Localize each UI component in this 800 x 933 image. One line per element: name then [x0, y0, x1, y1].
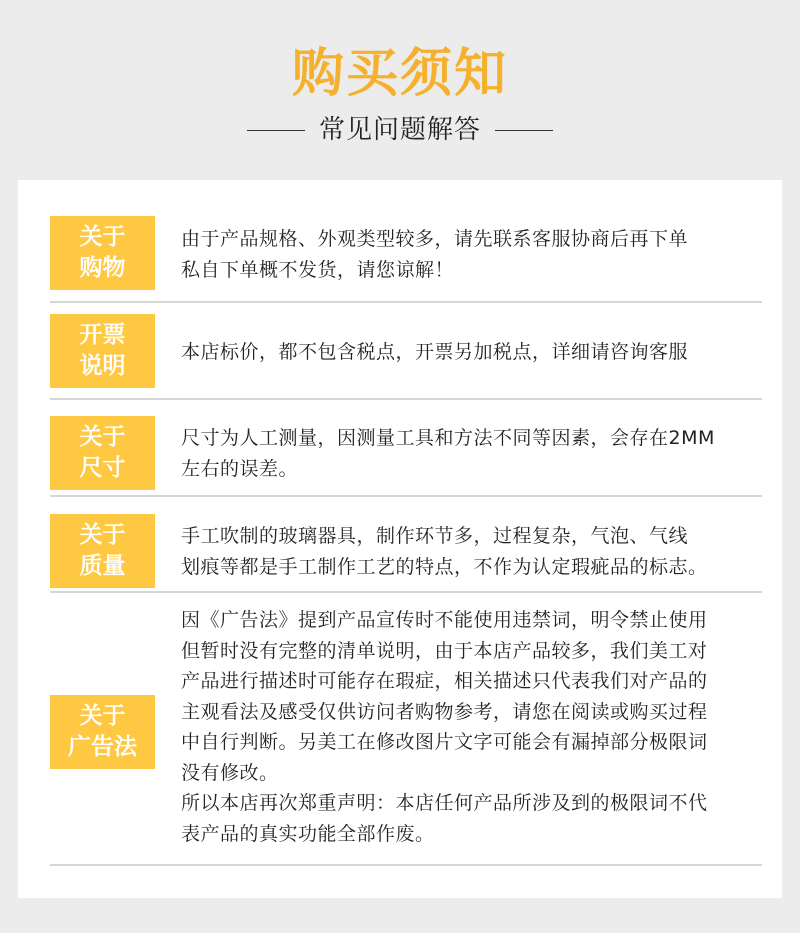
faq-item-size	[18, 400, 782, 500]
faq-item-invoice	[18, 303, 782, 400]
faq-tag-line: 购物	[79, 255, 126, 281]
faq-tag-line: 关于	[79, 522, 126, 548]
faq-answer-shopping	[181, 224, 761, 285]
faq-tag-invoice	[50, 314, 155, 388]
faq-tag-line: 关于	[79, 424, 126, 450]
faq-tag-line: 关于	[79, 224, 126, 250]
page-subtitle: 常见问题解答	[318, 115, 481, 145]
faq-tag-quality	[50, 514, 155, 588]
faq-tag-line: 说明	[79, 353, 126, 379]
faq-answer-line: 没有修改。	[181, 761, 279, 784]
subtitle-left-line	[247, 130, 305, 131]
faq-panel	[18, 180, 782, 898]
faq-answer-quality	[181, 521, 761, 582]
page-title: 购买须知	[291, 44, 508, 104]
faq-answer-line: 尺寸为人工测量，因测量工具和方法不同等因素，会存在2MM	[181, 427, 715, 449]
faq-answer-size	[181, 423, 761, 484]
faq-tag-line: 关于	[79, 703, 126, 729]
faq-answer-line: 划痕等都是手工制作工艺的特点，不作为认定瑕疵品的标志。	[181, 555, 708, 578]
faq-answer-ad-law	[181, 605, 761, 849]
faq-answer-line: 主观看法及感受仅供访问者购物参考，请您在阅读或购买过程	[181, 700, 708, 723]
header	[0, 0, 800, 180]
divider	[50, 864, 762, 866]
faq-answer-line: 左右的误差。	[181, 457, 299, 480]
faq-tag-line: 开票	[79, 322, 126, 348]
faq-tag-shopping	[50, 216, 155, 290]
faq-answer-line: 由于产品规格、外观类型较多，请先联系客服协商后再下单	[181, 228, 689, 250]
subtitle-row	[0, 112, 800, 148]
faq-tag-line: 广告法	[68, 734, 137, 760]
faq-item-quality	[18, 497, 782, 597]
faq-item-shopping	[18, 180, 782, 300]
subtitle-right-line	[495, 130, 553, 131]
faq-tag-size	[50, 416, 155, 490]
faq-answer-line: 所以本店再次郑重声明：本店任何产品所涉及到的极限词不代	[181, 792, 708, 814]
faq-tag-line: 尺寸	[79, 455, 126, 481]
faq-answer-line: 私自下单概不发货，请您谅解！	[181, 258, 455, 281]
faq-answer-line: 但暂时没有完整的清单说明，由于本店产品较多，我们美工对	[181, 639, 708, 662]
faq-tag-line: 质量	[79, 553, 126, 579]
faq-answer-line: 中自行判断。另美工在修改图片文字可能会有漏掉部分极限词	[181, 731, 708, 753]
faq-answer-line: 表产品的真实功能全部作废。	[181, 822, 435, 845]
faq-answer-line: 因《广告法》提到产品宣传时不能使用违禁词，明令禁止使用	[181, 609, 708, 631]
faq-answer-line: 产品进行描述时可能存在瑕症，相关描述只代表我们对产品的	[181, 670, 708, 692]
faq-item-ad-law	[18, 593, 782, 883]
faq-answer-invoice	[181, 337, 761, 368]
faq-tag-ad-law	[50, 695, 155, 769]
faq-answer-line: 手工吹制的玻璃器具，制作环节多，过程复杂，气泡、气线	[181, 525, 689, 547]
faq-answer-line: 本店标价，都不包含税点，开票另加税点，详细请咨询客服	[181, 341, 689, 363]
